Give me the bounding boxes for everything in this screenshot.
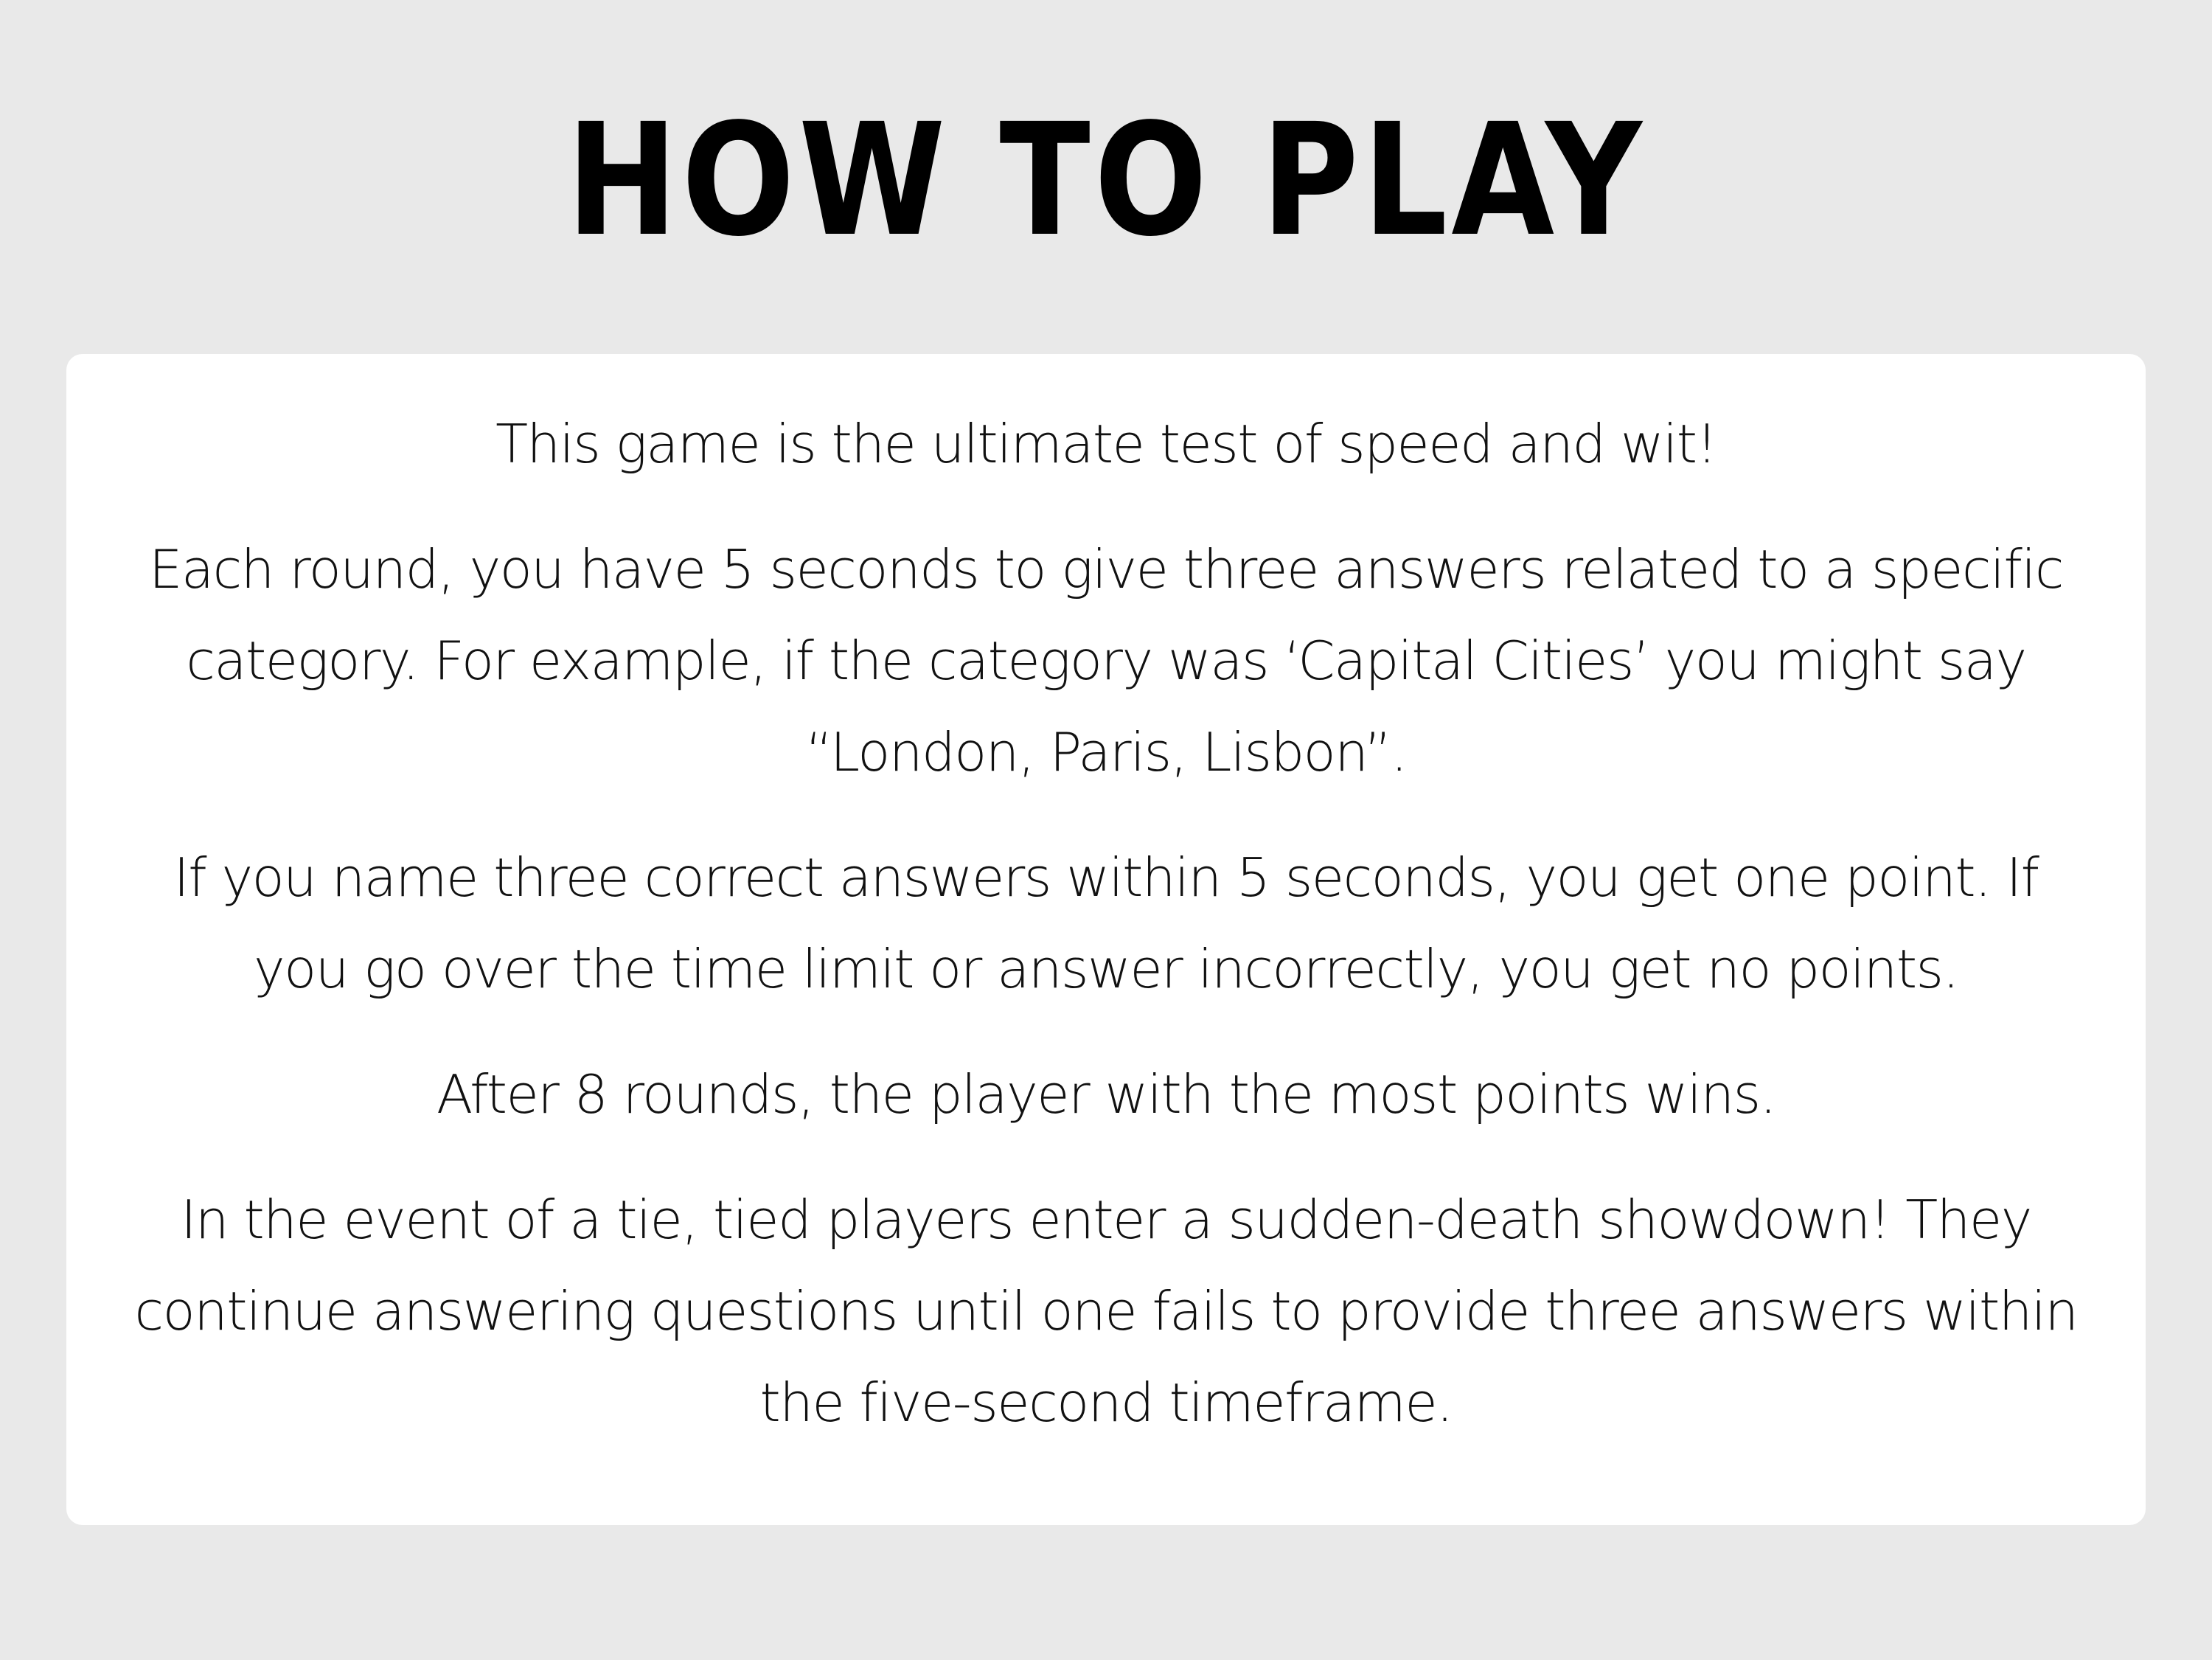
rule-winning: After 8 rounds, the player with the most points wins. — [436, 1063, 1776, 1125]
rule-intro: This game is the ultimate test of speed and wit! — [495, 413, 1717, 475]
rule-tiebreak: In the event of a tie, tied players enter a sudden-death showdown! They continue answering questions until one fails to provide three answers within the five-second timeframe. — [134, 1189, 2078, 1434]
page-title: HOW TO PLAY — [566, 90, 1646, 271]
rule-round: Each round, you have 5 seconds to give three answers related to a specific category. For example, if the category was ‘Capital Cities’ you might say “London, Paris, Lisbon”. — [149, 538, 2063, 783]
rules-card — [66, 354, 2146, 1525]
rule-scoring: If you name three correct answers within 5 seconds, you get one point. If you go over the time limit or answer incorrectly, you get no points. — [173, 847, 2039, 1000]
